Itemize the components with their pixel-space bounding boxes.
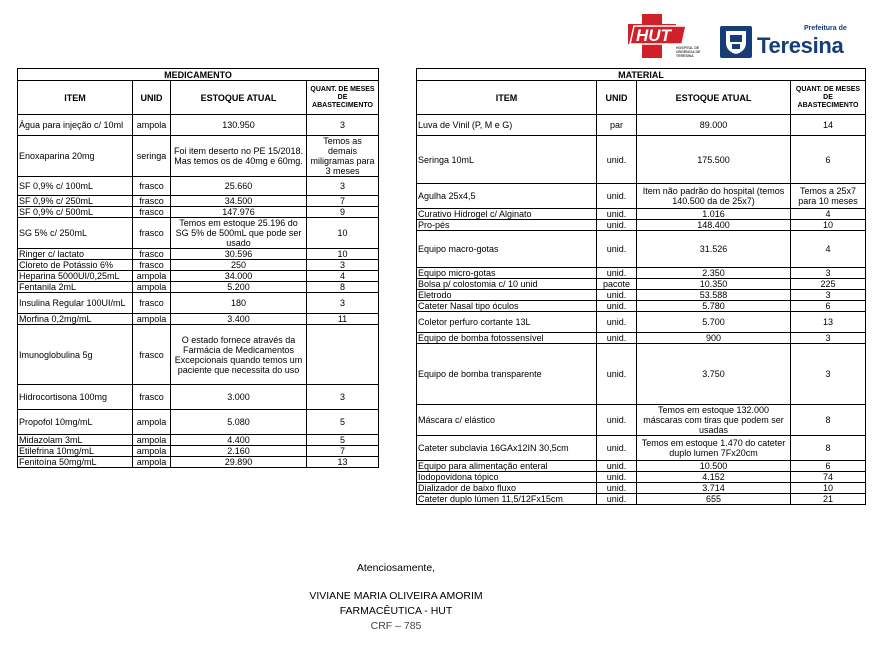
meses-cell: 10 xyxy=(791,220,866,231)
estoque-cell: 655 xyxy=(637,494,791,505)
item-cell: Iodopovidona tópico xyxy=(417,472,597,483)
estoque-cell: Item não padrão do hospital (temos 140.500 da de 25x7) xyxy=(637,184,791,209)
estoque-cell: 2.160 xyxy=(171,446,307,457)
unid-cell: pacote xyxy=(597,279,637,290)
item-cell: Máscara c/ elástico xyxy=(417,405,597,436)
meses-cell: 14 xyxy=(791,115,866,136)
estoque-cell: 3.000 xyxy=(171,385,307,410)
estoque-cell: 130.950 xyxy=(171,115,307,136)
item-cell: Bolsa p/ colostomia c/ 10 unid xyxy=(417,279,597,290)
item-cell: Agulha 25x4,5 xyxy=(417,184,597,209)
meses-cell: 7 xyxy=(307,446,379,457)
item-cell: Heparina 5000UI/0,25mL xyxy=(18,271,133,282)
item-cell: Morfina 0,2mg/mL xyxy=(18,314,133,325)
item-cell: Equipo micro-gotas xyxy=(417,268,597,279)
prefeitura-label: Prefeitura de xyxy=(804,25,847,32)
table-row xyxy=(417,209,866,220)
meses-cell: 3 xyxy=(791,344,866,405)
medicamento-table xyxy=(17,68,379,468)
item-cell: SF 0,9% c/ 100mL xyxy=(18,177,133,196)
table-row xyxy=(417,483,866,494)
estoque-cell: 29.890 xyxy=(171,457,307,468)
item-cell: Água para injeção c/ 10ml xyxy=(18,115,133,136)
svg-text:HUT: HUT xyxy=(636,26,671,45)
estoque-cell: 5.780 xyxy=(637,301,791,312)
unid-cell: frasco xyxy=(133,260,171,271)
item-cell: Seringa 10mL xyxy=(417,136,597,184)
meses-cell: 10 xyxy=(791,483,866,494)
teresina-label: Teresina xyxy=(757,33,844,58)
estoque-cell: 900 xyxy=(637,333,791,344)
unid-cell: unid. xyxy=(597,405,637,436)
unid-cell: frasco xyxy=(133,293,171,314)
item-cell: Propofol 10mg/mL xyxy=(18,410,133,435)
item-cell: Fenitoína 50mg/mL xyxy=(18,457,133,468)
unid-cell: unid. xyxy=(597,301,637,312)
table-row xyxy=(417,333,866,344)
estoque-cell: 2.350 xyxy=(637,268,791,279)
estoque-cell: 53.588 xyxy=(637,290,791,301)
material-table xyxy=(416,68,866,505)
estoque-cell: 25.660 xyxy=(171,177,307,196)
table-row xyxy=(18,325,379,385)
unid-cell: frasco xyxy=(133,385,171,410)
table-row xyxy=(417,136,866,184)
meses-cell: 3 xyxy=(791,268,866,279)
unid-cell: ampola xyxy=(133,282,171,293)
item-cell: Insulina Regular 100UI/mL xyxy=(18,293,133,314)
estoque-cell: Foi item deserto no PE 15/2018. Mas temos os de 40mg e 60mg. xyxy=(171,136,307,177)
meses-cell: 8 xyxy=(791,405,866,436)
unid-cell: ampola xyxy=(133,115,171,136)
unid-cell: ampola xyxy=(133,410,171,435)
estoque-cell: 3.714 xyxy=(637,483,791,494)
medicamento-title: MEDICAMENTO xyxy=(18,69,379,81)
estoque-cell: 148.400 xyxy=(637,220,791,231)
unid-cell: unid. xyxy=(597,483,637,494)
item-cell: Midazolam 3mL xyxy=(18,435,133,446)
unid-cell: unid. xyxy=(597,209,637,220)
meses-cell: 3 xyxy=(307,177,379,196)
estoque-cell: 5.080 xyxy=(171,410,307,435)
meses-cell: 4 xyxy=(791,231,866,268)
item-cell: Cateter Nasal tipo óculos xyxy=(417,301,597,312)
table-row xyxy=(417,436,866,461)
column-header-meses: QUANT. DE MESES DE ABASTECIMENTO xyxy=(307,81,379,115)
column-header-estoque: ESTOQUE ATUAL xyxy=(637,81,791,115)
estoque-cell: 10.350 xyxy=(637,279,791,290)
table-row xyxy=(417,268,866,279)
estoque-cell: 3.750 xyxy=(637,344,791,405)
table-row xyxy=(18,314,379,325)
meses-cell: 11 xyxy=(307,314,379,325)
meses-cell: Temos as demais miligramas para 3 meses xyxy=(307,136,379,177)
table-row xyxy=(417,312,866,333)
estoque-cell: 5.200 xyxy=(171,282,307,293)
unid-cell: frasco xyxy=(133,177,171,196)
table-row xyxy=(18,218,379,249)
table-row xyxy=(18,196,379,207)
column-header-unid: UNID xyxy=(133,81,171,115)
estoque-cell: 4.152 xyxy=(637,472,791,483)
unid-cell: ampola xyxy=(133,435,171,446)
estoque-cell: O estado fornece através da Farmácia de Medicamentos Excepcionais quando temos um paciente que necessita do uso xyxy=(171,325,307,385)
signer-crf: CRF – 785 xyxy=(370,620,422,632)
header-logos xyxy=(628,12,850,64)
table-row xyxy=(18,446,379,457)
unid-cell: unid. xyxy=(597,231,637,268)
estoque-cell: 34.000 xyxy=(171,271,307,282)
column-header-unid: UNID xyxy=(597,81,637,115)
meses-cell: 5 xyxy=(307,410,379,435)
column-header-estoque: ESTOQUE ATUAL xyxy=(171,81,307,115)
estoque-cell: 10.500 xyxy=(637,461,791,472)
estoque-cell: 30.596 xyxy=(171,249,307,260)
estoque-cell: Temos em estoque 25.196 do SG 5% de 500mL que pode ser usado xyxy=(171,218,307,249)
meses-cell xyxy=(307,325,379,385)
item-cell: Fentanila 2mL xyxy=(18,282,133,293)
unid-cell: unid. xyxy=(597,220,637,231)
unid-cell: seringa xyxy=(133,136,171,177)
meses-cell: 3 xyxy=(307,385,379,410)
meses-cell: 8 xyxy=(307,282,379,293)
meses-cell: 3 xyxy=(307,260,379,271)
item-cell: Curativo Hidrogel c/ Alginato xyxy=(417,209,597,220)
unid-cell: unid. xyxy=(597,461,637,472)
table-row xyxy=(18,136,379,177)
estoque-cell: Temos em estoque 1.470 do cateter duplo lumen 7Fx20cm xyxy=(637,436,791,461)
table-row xyxy=(18,282,379,293)
table-row xyxy=(18,260,379,271)
estoque-cell: 250 xyxy=(171,260,307,271)
estoque-cell: 31.526 xyxy=(637,231,791,268)
meses-cell: 3 xyxy=(791,290,866,301)
unid-cell: frasco xyxy=(133,207,171,218)
unid-cell: ampola xyxy=(133,314,171,325)
table-row xyxy=(417,279,866,290)
table-row xyxy=(18,115,379,136)
meses-cell: 4 xyxy=(791,209,866,220)
meses-cell: 7 xyxy=(307,196,379,207)
table-row xyxy=(18,207,379,218)
unid-cell: unid. xyxy=(597,333,637,344)
item-cell: Etilefrina 10mg/mL xyxy=(18,446,133,457)
table-row xyxy=(18,177,379,196)
unid-cell: unid. xyxy=(597,494,637,505)
meses-cell: 10 xyxy=(307,218,379,249)
column-header-meses: QUANT. DE MESES DE ABASTECIMENTO xyxy=(791,81,866,115)
meses-cell: 3 xyxy=(791,333,866,344)
table-row xyxy=(417,472,866,483)
table-row xyxy=(417,184,866,209)
item-cell: Cateter duplo lúmen 11,5/12Fx15cm xyxy=(417,494,597,505)
unid-cell: frasco xyxy=(133,249,171,260)
column-header-item: ITEM xyxy=(18,81,133,115)
meses-cell: Temos a 25x7 para 10 meses xyxy=(791,184,866,209)
table-row xyxy=(18,293,379,314)
item-cell: Cateter subclavia 16GAx12IN 30,5cm xyxy=(417,436,597,461)
item-cell: Dializador de baixo fluxo xyxy=(417,483,597,494)
unid-cell: frasco xyxy=(133,196,171,207)
estoque-cell: 4.400 xyxy=(171,435,307,446)
unid-cell: ampola xyxy=(133,271,171,282)
table-row xyxy=(18,249,379,260)
unid-cell: frasco xyxy=(133,325,171,385)
estoque-cell: 89.000 xyxy=(637,115,791,136)
unid-cell: unid. xyxy=(597,290,637,301)
item-cell: Hidrocortisona 100mg xyxy=(18,385,133,410)
prefeitura-logo xyxy=(720,26,848,58)
meses-cell: 6 xyxy=(791,301,866,312)
unid-cell: unid. xyxy=(597,472,637,483)
estoque-cell: 147.976 xyxy=(171,207,307,218)
signer-role: FARMACÊUTICA - HUT xyxy=(339,605,453,617)
meses-cell: 13 xyxy=(791,312,866,333)
meses-cell: 10 xyxy=(307,249,379,260)
table-row xyxy=(417,231,866,268)
meses-cell: 6 xyxy=(791,461,866,472)
table-row xyxy=(417,461,866,472)
item-cell: Equipo para alimentação enteral xyxy=(417,461,597,472)
signature-block xyxy=(260,589,532,634)
meses-cell: 74 xyxy=(791,472,866,483)
table-row xyxy=(18,435,379,446)
table-row xyxy=(417,290,866,301)
table-row xyxy=(417,301,866,312)
item-cell: Enoxaparina 20mg xyxy=(18,136,133,177)
item-cell: Pro-pés xyxy=(417,220,597,231)
meses-cell: 5 xyxy=(307,435,379,446)
table-row xyxy=(417,405,866,436)
item-cell: Ringer c/ lactato xyxy=(18,249,133,260)
estoque-cell: 175.500 xyxy=(637,136,791,184)
estoque-cell: 3.400 xyxy=(171,314,307,325)
item-cell: Equipo macro-gotas xyxy=(417,231,597,268)
meses-cell: 3 xyxy=(307,115,379,136)
meses-cell: 4 xyxy=(307,271,379,282)
unid-cell: unid. xyxy=(597,312,637,333)
unid-cell: unid. xyxy=(597,344,637,405)
signer-name: VIVIANE MARIA OLIVEIRA AMORIM xyxy=(309,590,483,602)
estoque-cell: 1.016 xyxy=(637,209,791,220)
table-row xyxy=(417,494,866,505)
column-header-item: ITEM xyxy=(417,81,597,115)
estoque-cell: Temos em estoque 132.000 máscaras com tiras que podem ser usadas xyxy=(637,405,791,436)
unid-cell: unid. xyxy=(597,436,637,461)
unid-cell: unid. xyxy=(597,136,637,184)
meses-cell: 8 xyxy=(791,436,866,461)
meses-cell: 13 xyxy=(307,457,379,468)
item-cell: SF 0,9% c/ 250mL xyxy=(18,196,133,207)
table-row xyxy=(18,457,379,468)
meses-cell: 3 xyxy=(307,293,379,314)
unid-cell: unid. xyxy=(597,184,637,209)
item-cell: SG 5% c/ 250mL xyxy=(18,218,133,249)
material-title: MATERIAL xyxy=(417,69,866,81)
meses-cell: 6 xyxy=(791,136,866,184)
unid-cell: ampola xyxy=(133,446,171,457)
estoque-cell: 34.500 xyxy=(171,196,307,207)
meses-cell: 225 xyxy=(791,279,866,290)
item-cell: Eletrodo xyxy=(417,290,597,301)
meses-cell: 21 xyxy=(791,494,866,505)
hut-subtext: HOSPITAL DE URGÊNCIA DE TERESINA xyxy=(676,46,701,58)
table-row xyxy=(417,344,866,405)
item-cell: Imunoglobulina 5g xyxy=(18,325,133,385)
unid-cell: par xyxy=(597,115,637,136)
item-cell: Coletor perfuro cortante 13L xyxy=(417,312,597,333)
table-row xyxy=(417,115,866,136)
item-cell: Luva de Vinil (P, M e G) xyxy=(417,115,597,136)
item-cell: Equipo de bomba fotossensível xyxy=(417,333,597,344)
unid-cell: ampola xyxy=(133,457,171,468)
meses-cell: 9 xyxy=(307,207,379,218)
item-cell: Cloreto de Potássio 6% xyxy=(18,260,133,271)
item-cell: SF 0,9% c/ 500mL xyxy=(18,207,133,218)
estoque-cell: 180 xyxy=(171,293,307,314)
table-row xyxy=(18,410,379,435)
table-row xyxy=(18,271,379,282)
unid-cell: unid. xyxy=(597,268,637,279)
item-cell: Equipo de bomba transparente xyxy=(417,344,597,405)
unid-cell: frasco xyxy=(133,218,171,249)
coat-of-arms-icon xyxy=(720,26,752,58)
hut-logo xyxy=(628,14,714,62)
table-row xyxy=(18,385,379,410)
table-row xyxy=(417,220,866,231)
closing-text: Atenciosamente, xyxy=(356,562,436,574)
estoque-cell: 5.700 xyxy=(637,312,791,333)
